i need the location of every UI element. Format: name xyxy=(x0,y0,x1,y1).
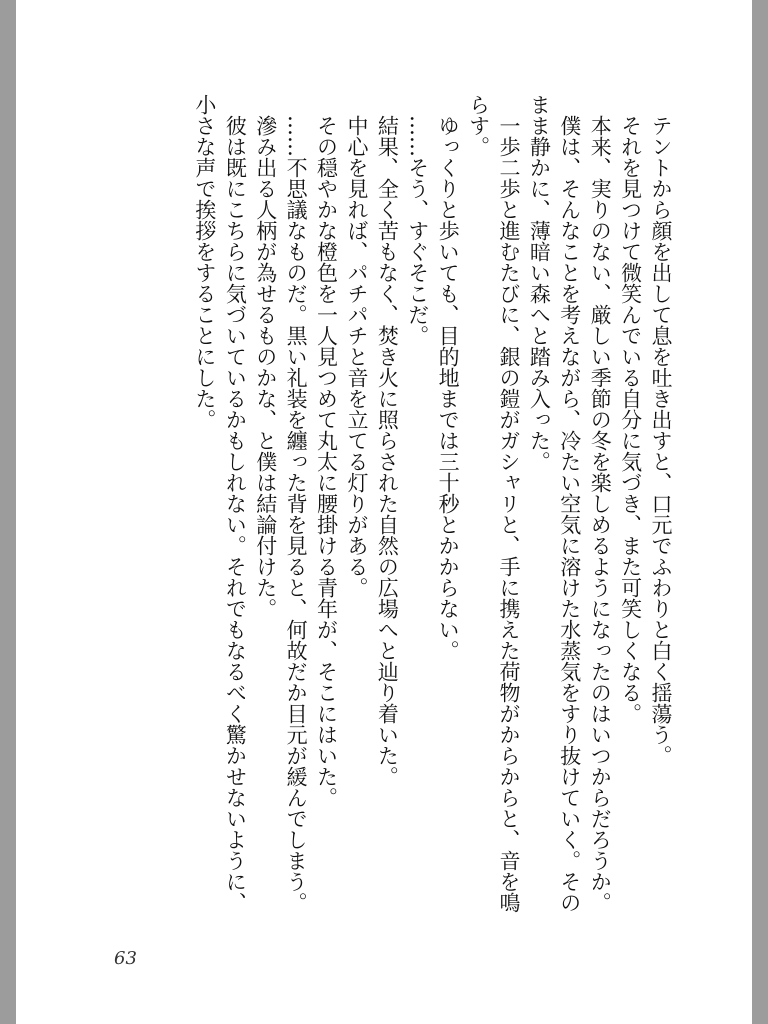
paragraph: 滲み出る人柄が為せるものかな、と僕は結論付けた。 xyxy=(253,115,278,619)
paragraph: 中心を見れば、パチパチと音を立てる灯りがある。 xyxy=(344,115,369,598)
book-page[interactable] xyxy=(16,0,752,1024)
paragraph: ……そう、すぐそこだ。 xyxy=(405,115,430,346)
paragraph: 一歩二歩と進むたびに、銀の鎧がガシャリと、手に携えた荷物がからからと、音を鳴らす。 xyxy=(466,94,521,913)
page-number: 63 xyxy=(114,948,137,969)
paragraph: ゆっくりと歩いても、目的地までは三十秒とかからない。 xyxy=(436,115,461,661)
paragraph: ……不思議なものだ。黒い礼装を纏った背を見ると、何故だか目元が緩んでしまう。 xyxy=(284,115,309,913)
left-page-edge xyxy=(0,0,16,1024)
paragraph: テントから顔を出して息を吐き出すと、口元でふわりと白く揺蕩う。 xyxy=(649,115,673,766)
paragraph: 本来、実りのない、厳しい季節の冬を楽しめるようになったのはいつからだろうか。 xyxy=(588,115,613,913)
paragraph: その穏やかな橙色を一人見つめて丸太に腰掛ける青年が、そこにはいた。 xyxy=(314,115,339,808)
right-page-edge xyxy=(752,0,768,1024)
paragraph: 僕は、そんなことを考えながら、冷たい空気に溶けた水蒸気をすり抜けていく。そのまま静かに、薄暗い森へと踏み入った。 xyxy=(527,94,582,913)
vertical-text-block xyxy=(120,94,676,924)
paragraph: それを見つけて微笑んでいる自分に気づき、また可笑しくなる。 xyxy=(618,115,643,724)
paragraph: 彼は既にこちらに気づいているかもしれない。それでもなるべく驚かせないように、小さな声で挨拶をすることにした。 xyxy=(192,94,248,913)
paragraph: 結果、全く苦もなく、焚き火に照らされた自然の広場へと辿り着いた。 xyxy=(375,115,400,787)
